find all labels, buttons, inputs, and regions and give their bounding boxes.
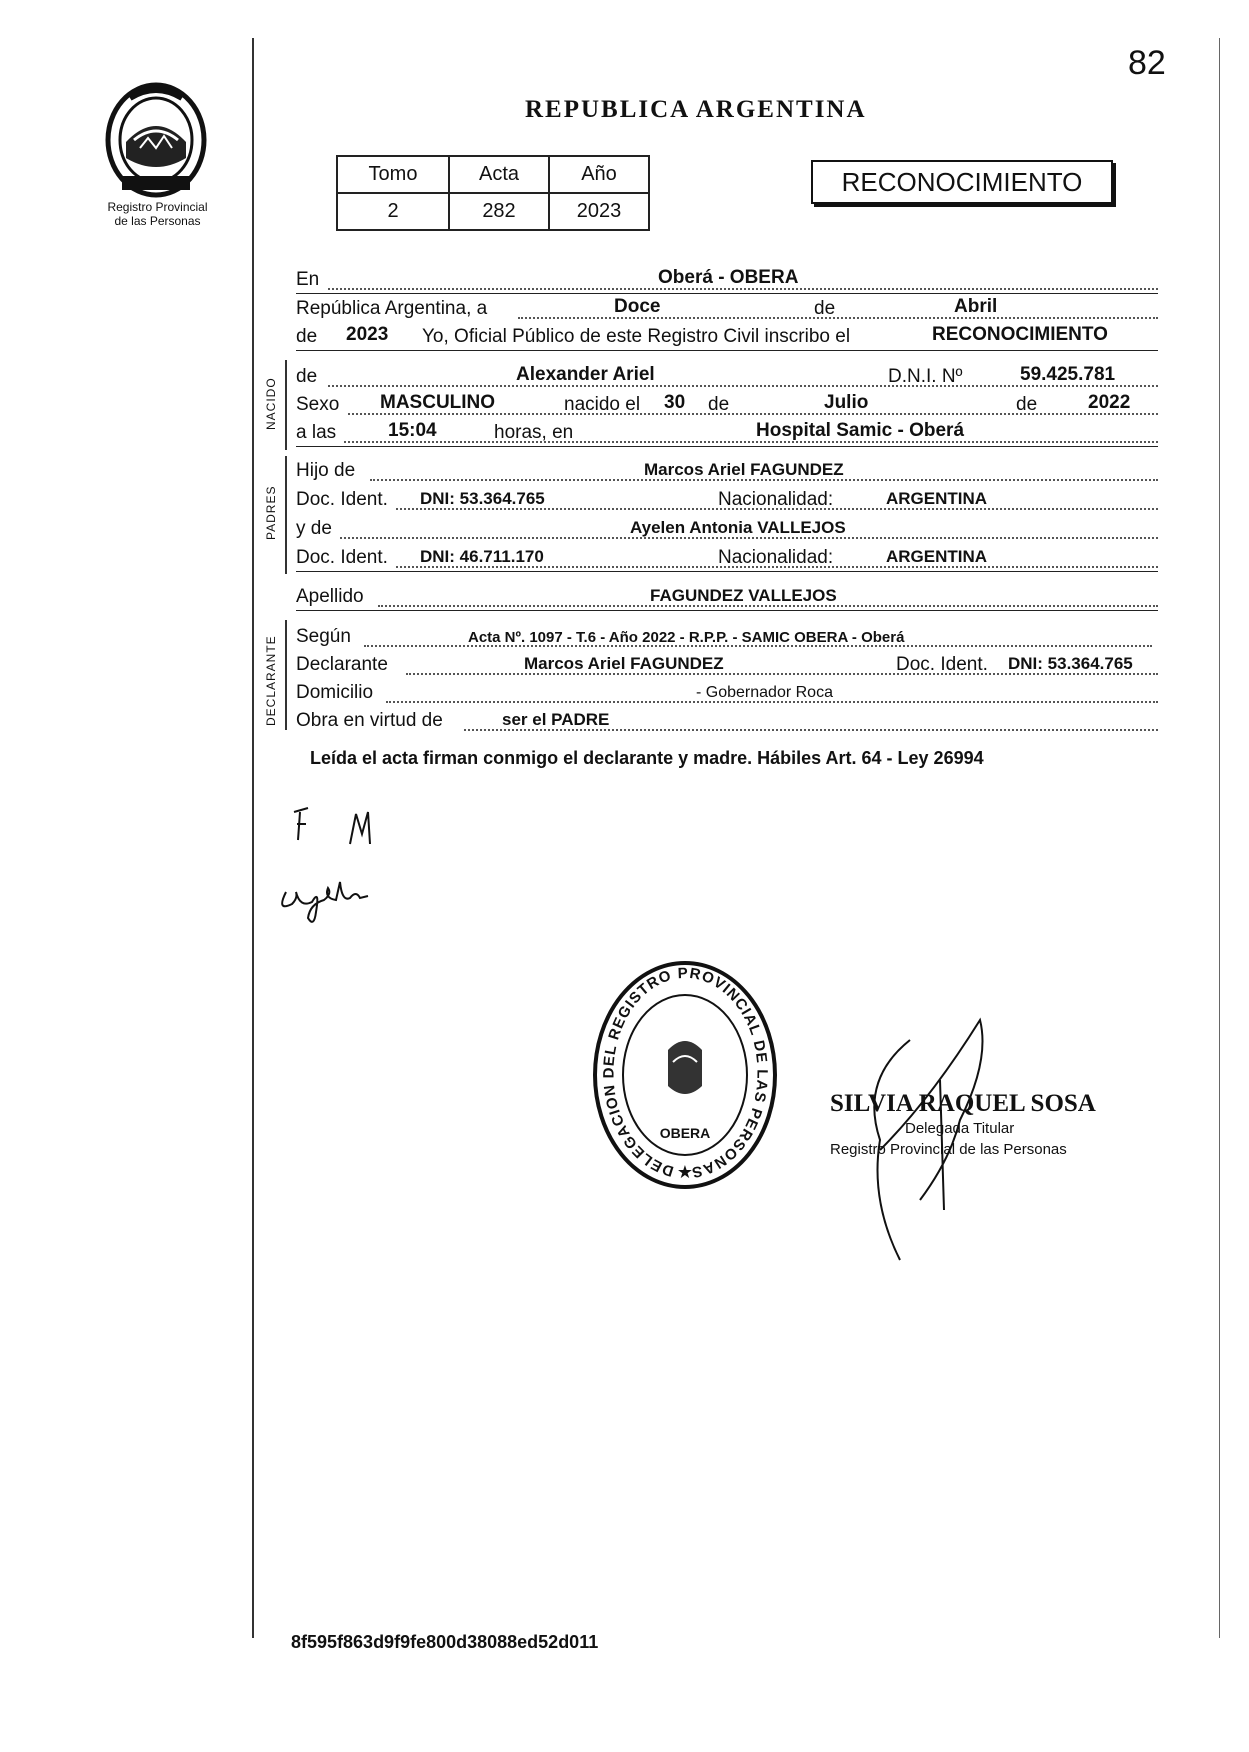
misiones-coat-of-arms-logo <box>100 80 212 200</box>
nacido-label: nacido el <box>564 394 641 415</box>
row-segun <box>296 622 1158 650</box>
nacionalidad-label: Nacionalidad: <box>718 489 834 510</box>
child-name-value: Alexander Ariel <box>516 364 655 385</box>
birth-day-value: 30 <box>664 392 686 413</box>
section-label-nacido: NACIDO <box>264 377 278 430</box>
star-icon: ★ <box>676 1162 694 1182</box>
row-nacido-hora <box>296 418 1158 447</box>
obra-value: ser el PADRE <box>502 710 610 729</box>
row-domicilio <box>296 678 1158 706</box>
row-mother-doc <box>296 543 1158 572</box>
domicilio-value: - Gobernador Roca <box>696 684 833 701</box>
left-margin-line <box>252 38 254 1638</box>
official-organization: Registro Provincial de las Personas <box>830 1141 1067 1158</box>
table-header-acta: Acta <box>449 156 549 193</box>
document-title: REPUBLICA ARGENTINA <box>525 96 867 123</box>
table-header-tomo: Tomo <box>337 156 449 193</box>
year-prefix-label: de <box>296 326 318 347</box>
official-seal-stamp <box>590 958 780 1193</box>
row-apellido <box>296 582 1158 611</box>
act-value: RECONOCIMIENTO <box>932 324 1108 345</box>
de-label: de <box>1016 394 1038 415</box>
year-value: 2023 <box>346 324 389 345</box>
y-de-label: y de <box>296 518 332 539</box>
father-name-value: Marcos Ariel FAGUNDEZ <box>644 460 844 479</box>
document-hash: 8f595f863d9f9fe800d38088ed52d011 <box>291 1632 599 1652</box>
official-role: Delegada Titular <box>905 1120 1015 1137</box>
section-bar-nacido <box>285 360 287 450</box>
month-value: Abril <box>954 296 998 317</box>
sexo-label: Sexo <box>296 394 340 415</box>
row-father-doc <box>296 485 1158 513</box>
row-y-de <box>296 514 1158 542</box>
republica-label: República Argentina, a <box>296 298 488 319</box>
segun-value: Acta Nº. 1097 - T.6 - Año 2022 - R.P.P. - SAMIC OBERA - Oberá <box>468 629 905 646</box>
row-en <box>296 265 1158 294</box>
declarante-label: Declarante <box>296 654 388 675</box>
doc-label: Doc. Ident. <box>296 547 388 568</box>
de-label: de <box>296 366 318 387</box>
closing-note: Leída el acta firman conmigo el declarante y madre. Hábiles Art. 64 - Ley 26994 <box>310 748 984 768</box>
de-label: de <box>814 298 836 319</box>
row-hijo-de <box>296 456 1158 484</box>
nacionalidad-label: Nacionalidad: <box>718 547 834 568</box>
row-year <box>296 322 1158 351</box>
seal-ring-text: DELEGACION DEL REGISTRO PROVINCIAL DE LAS PERSONAS <box>600 964 771 1181</box>
section-label-declarante: DECLARANTE <box>264 635 278 726</box>
handwritten-signatures <box>268 800 418 940</box>
official-name: SILVIA RAQUEL SOSA <box>830 1090 1096 1117</box>
doc-label: Doc. Ident. <box>296 489 388 510</box>
declarante-value: Marcos Ariel FAGUNDEZ <box>524 654 724 673</box>
birth-place-value: Hospital Samic - Oberá <box>756 420 965 441</box>
section-label-padres: PADRES <box>264 485 278 540</box>
row-nacido-name <box>296 362 1158 390</box>
page-number: 82 <box>1128 44 1166 82</box>
row-obra <box>296 706 1158 734</box>
dotted-leader <box>344 441 1158 443</box>
section-bar-padres <box>285 456 287 574</box>
horas-label: horas, en <box>494 422 574 443</box>
section-bar-declarante <box>285 620 287 730</box>
row-declarante <box>296 650 1158 678</box>
row-nacido-sexo <box>296 390 1158 418</box>
logo-caption: Registro Provincial de las Personas <box>107 200 208 228</box>
tomo-acta-ano-table <box>336 155 650 231</box>
alas-label: a las <box>296 422 337 443</box>
row-republica <box>296 294 1158 322</box>
table-value-acta: 282 <box>449 193 549 230</box>
apellido-label: Apellido <box>296 586 364 607</box>
obra-label: Obra en virtud de <box>296 710 443 731</box>
right-margin-line <box>1219 38 1220 1638</box>
hijo-label: Hijo de <box>296 460 356 481</box>
dni-label: D.N.I. Nº <box>888 366 963 387</box>
sexo-value: MASCULINO <box>380 392 496 413</box>
table-header-ano: Año <box>549 156 649 193</box>
official-handwritten-signature <box>840 1000 1020 1280</box>
declarante-doc-value: DNI: 53.364.765 <box>1008 654 1133 673</box>
birth-year-value: 2022 <box>1088 392 1131 413</box>
birth-month-value: Julio <box>824 392 869 413</box>
mother-name-value: Ayelen Antonia VALLEJOS <box>630 518 846 537</box>
child-dni-value: 59.425.781 <box>1020 364 1116 385</box>
father-nationality-value: ARGENTINA <box>886 489 988 508</box>
birth-time-value: 15:04 <box>388 420 437 441</box>
initials-signature <box>294 808 370 844</box>
table-value-tomo: 2 <box>337 193 449 230</box>
segun-label: Según <box>296 626 351 647</box>
doc-label: Doc. Ident. <box>896 654 988 675</box>
de-label: de <box>708 394 730 415</box>
seal-city: OBERA <box>659 1125 711 1141</box>
mother-signature <box>282 882 368 922</box>
yo-label: Yo, Oficial Público de este Registro Civil inscribo el <box>422 326 851 347</box>
table-value-ano: 2023 <box>549 193 649 230</box>
domicilio-label: Domicilio <box>296 682 374 703</box>
apellido-value: FAGUNDEZ VALLEJOS <box>650 586 837 605</box>
mother-nationality-value: ARGENTINA <box>886 547 988 566</box>
mother-doc-value: DNI: 46.711.170 <box>420 547 544 566</box>
en-label: En <box>296 269 320 290</box>
day-value: Doce <box>614 296 661 317</box>
record-type-box: RECONOCIMIENTO <box>811 160 1113 204</box>
place-value: Oberá - OBERA <box>658 267 799 288</box>
father-doc-value: DNI: 53.364.765 <box>420 489 545 508</box>
